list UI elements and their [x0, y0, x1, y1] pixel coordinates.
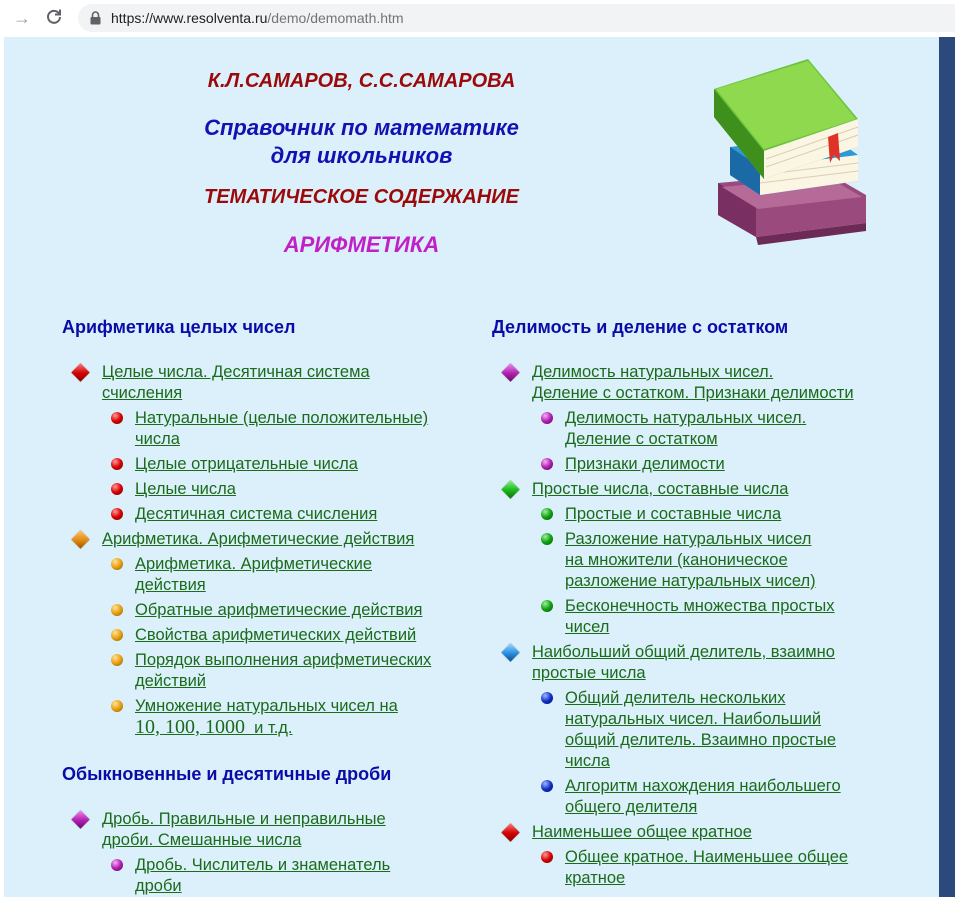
topic-title: АРИФМЕТИКА [283, 232, 440, 257]
topic-link-line: Деление с остатком. Признаки делимости [532, 384, 854, 402]
red-diamond-icon [71, 363, 89, 381]
topic-link-text[interactable] [532, 363, 854, 402]
subtopic-link-line: кратное [565, 869, 626, 887]
topic-link-line: Простые числа, составные числа [532, 480, 789, 498]
reload-icon[interactable] [44, 8, 64, 28]
subtopic-link-text[interactable] [565, 848, 848, 887]
subtopic-link-text[interactable] [565, 530, 816, 590]
subtopic-link-text[interactable] [135, 651, 431, 690]
subtopic-link[interactable] [565, 776, 841, 818]
red-diamond-icon [501, 823, 519, 841]
subtopic-link[interactable] [135, 650, 431, 692]
purple-ball-icon [541, 412, 553, 424]
subtopic-link[interactable] [565, 847, 848, 889]
address-bar[interactable] [78, 4, 955, 32]
topic-link-line: Наибольший общий делитель, взаимно [532, 643, 835, 661]
subtopic-link-line: на множители (каноническое [565, 551, 788, 569]
subtopic-link[interactable] [135, 554, 372, 596]
subtopic-link-line: Дробь. Числитель и знаменатель [135, 856, 391, 874]
subtopic-link-text[interactable] [135, 455, 358, 473]
subtopic-link[interactable] [565, 688, 836, 772]
subtopic-link-text[interactable] [135, 626, 416, 644]
blue-ball-icon [541, 692, 553, 704]
subtopic-link-line: Общий делитель нескольких [565, 689, 786, 707]
subtopic-link-line: общего делителя [565, 798, 698, 816]
page-content [4, 37, 939, 897]
subtopic-link-line: действия [135, 576, 206, 594]
red-ball-icon [541, 851, 553, 863]
subtopic-link-line: Свойства арифметических действий [135, 626, 417, 644]
topic-link-line: дроби. Смешанные числа [102, 831, 302, 849]
subtopic-link-line: дроби [135, 877, 182, 895]
subtopic-link-line: натуральных чисел. Наибольший [565, 710, 822, 728]
green-diamond-icon [501, 480, 519, 498]
orange-ball-icon [111, 629, 123, 641]
topic-link[interactable] [102, 362, 370, 404]
subtopic-link-line: общий делитель. Взаимно простые [565, 731, 837, 749]
authors: К.Л.САМАРОВ, С.С.САМАРОВА [207, 70, 516, 92]
multiplier-tail: и т.д. [245, 719, 293, 737]
orange-ball-icon [111, 700, 123, 712]
topic-link[interactable] [532, 642, 835, 684]
topic-link-line: простые числа [532, 664, 646, 682]
topic-link-line: Арифметика. Арифметические действия [102, 530, 415, 548]
url-path: /demo/demomath.htm [267, 10, 404, 26]
topic-link-text[interactable] [102, 810, 386, 849]
subtopic-link-line: Общее кратное. Наименьшее общее [565, 848, 849, 866]
subtopic-link-line: Обратные арифметические действия [135, 601, 423, 619]
section-heading: Арифметика целых чисел [62, 317, 296, 337]
green-ball-icon [541, 508, 553, 520]
subtopic-link[interactable] [135, 696, 398, 739]
section-heading: Обыкновенные и десятичные дроби [62, 764, 392, 784]
subtopic-link-line: действий [135, 672, 207, 690]
orange-ball-icon [111, 604, 123, 616]
subtopic-link-text[interactable] [565, 409, 806, 448]
topic-link[interactable] [532, 822, 752, 843]
contents-subtitle: ТЕМАТИЧЕСКОЕ СОДЕРЖАНИЕ [204, 186, 519, 208]
subtopic-link[interactable] [565, 454, 725, 475]
red-ball-icon [111, 508, 123, 520]
red-ball-icon [111, 412, 123, 424]
subtopic-link[interactable] [565, 529, 816, 592]
purple-ball-icon [541, 458, 553, 470]
topic-link-text[interactable] [102, 363, 370, 402]
subtopic-link-line: Алгоритм нахождения наибольшего [565, 777, 841, 795]
topic-link[interactable] [102, 809, 386, 851]
orange-diamond-icon [71, 530, 89, 548]
subtopic-link[interactable] [135, 408, 428, 450]
subtopic-link[interactable] [565, 504, 781, 525]
subtopic-link-line: Делимость натуральных чисел. [565, 409, 807, 427]
subtopic-link-line: разложение натуральных чисел) [565, 572, 816, 590]
subtopic-link-line: Порядок выполнения арифметических [135, 651, 432, 669]
subtopic-link-text[interactable] [135, 480, 236, 498]
url-text[interactable] [111, 10, 404, 26]
subtopic-link-text[interactable] [135, 409, 428, 448]
books-illustration [708, 55, 870, 245]
subtopic-link-line: чисел [565, 618, 610, 636]
red-ball-icon [111, 458, 123, 470]
topic-link-line: Делимость натуральных чисел. [532, 363, 774, 381]
subtopic-link-line: Простые и составные числа [565, 505, 782, 523]
topic-link-text[interactable] [102, 530, 414, 548]
subtopic-link-line: Признаки делимости [565, 455, 725, 473]
subtopic-link-line: Десятичная система счисления [135, 505, 378, 523]
subtopic-link-text[interactable] [135, 601, 422, 619]
multiplier-numbers: 10, 100, 1000 [135, 716, 245, 738]
subtopic-link-line: Разложение натуральных чисел [565, 530, 812, 548]
green-ball-icon [541, 533, 553, 545]
purple-diamond-icon [501, 363, 519, 381]
subtopic-link-text[interactable] [565, 505, 781, 523]
subtopic-link[interactable] [135, 625, 416, 646]
topic-link-line: Дробь. Правильные и неправильные [102, 810, 386, 828]
topic-link-text[interactable] [532, 643, 835, 682]
section-heading: Делимость и деление с остатком [492, 317, 789, 337]
subtopic-link-line: числа [565, 752, 610, 770]
subtopic-link-line: Натуральные (целые положительные) [135, 409, 429, 427]
topic-link-text[interactable] [532, 823, 752, 841]
topic-link-text[interactable] [532, 480, 788, 498]
purple-ball-icon [111, 859, 123, 871]
subtopic-link[interactable] [565, 408, 806, 450]
topic-link-line: счисления [102, 384, 183, 402]
topic-link[interactable] [532, 479, 788, 500]
subtopic-link-line: Умножение натуральных чисел на [135, 697, 398, 715]
back-arrow-icon[interactable]: → [13, 8, 31, 28]
subtopic-link-line: Целые числа [135, 480, 236, 498]
subtopic-link[interactable] [135, 504, 377, 525]
subtopic-link[interactable] [565, 596, 834, 638]
subtopic-link-text[interactable] [135, 697, 398, 737]
topic-link-line: Наименьшее общее кратное [532, 823, 752, 841]
orange-ball-icon [111, 558, 123, 570]
subtopic-link[interactable] [135, 855, 390, 897]
subtopic-link-line: Бесконечность множества простых [565, 597, 835, 615]
browser-toolbar [0, 0, 955, 36]
subtopic-link-text[interactable] [135, 505, 377, 523]
subtopic-link[interactable] [135, 454, 358, 475]
book-title-line1: Справочник по математике [204, 115, 519, 140]
subtopic-link-line: числа [135, 430, 180, 448]
subtopic-link-text[interactable] [565, 777, 841, 816]
topic-link[interactable] [102, 529, 414, 550]
green-ball-icon [541, 600, 553, 612]
blue-diamond-icon [501, 643, 519, 661]
book-title [154, 114, 569, 170]
topic-link[interactable] [532, 362, 854, 404]
purple-diamond-icon [71, 810, 89, 828]
blue-ball-icon [541, 780, 553, 792]
orange-ball-icon [111, 654, 123, 666]
scrollbar-track[interactable] [939, 37, 955, 897]
subtopic-link-text[interactable] [565, 597, 834, 636]
lock-icon [90, 11, 101, 25]
subtopic-link[interactable] [135, 600, 422, 621]
subtopic-link-text[interactable] [135, 856, 390, 895]
subtopic-link-text[interactable] [135, 555, 372, 594]
red-ball-icon [111, 483, 123, 495]
subtopic-link-text[interactable] [565, 455, 725, 473]
url-host: https://www.resolventa.ru [111, 10, 268, 26]
subtopic-link-line: Деление с остатком [565, 430, 718, 448]
subtopic-link-line: Арифметика. Арифметические [135, 555, 373, 573]
subtopic-link-text[interactable] [565, 689, 836, 770]
book-title-line2: для школьников [270, 143, 453, 168]
topic-link-line: Целые числа. Десятичная система [102, 363, 370, 381]
subtopic-link-line: Целые отрицательные числа [135, 455, 358, 473]
subtopic-link[interactable] [135, 479, 236, 500]
